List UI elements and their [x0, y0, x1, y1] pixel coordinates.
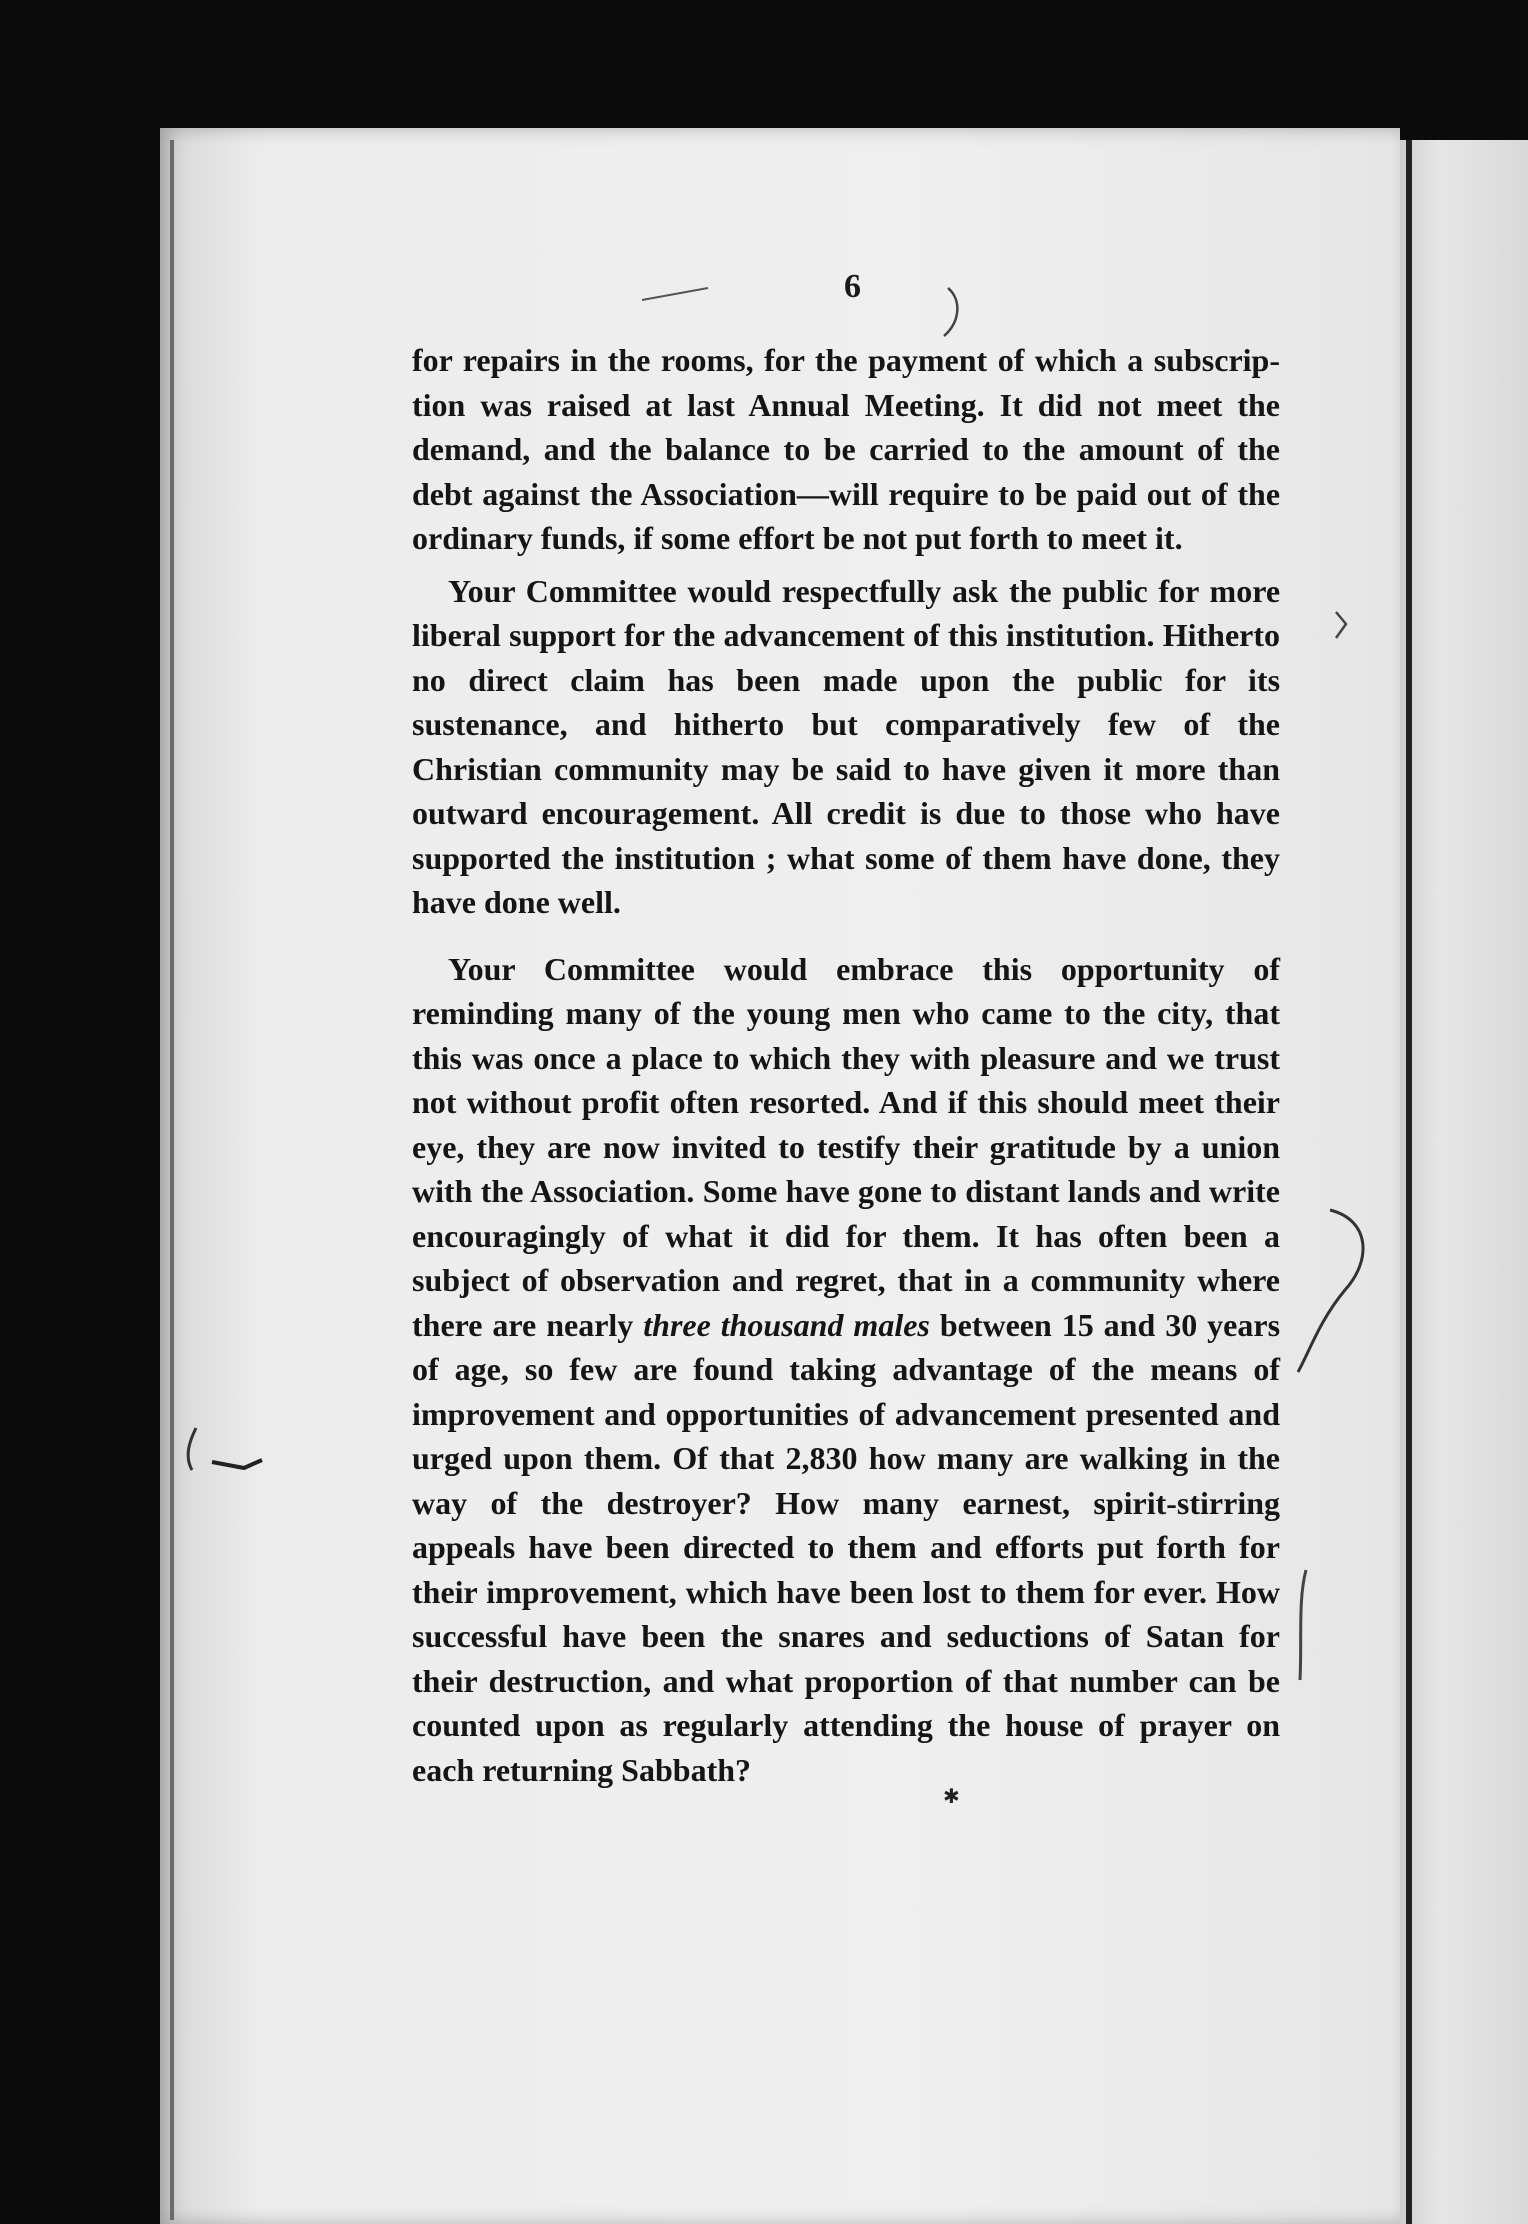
page-left-edge	[170, 140, 174, 2220]
line: more liberal support for the advancement of this institution.	[412, 572, 1281, 653]
line: Your Committee would respectfully ask the public for	[448, 572, 1199, 609]
paragraph-3-text-b: between 15 and 30 years of age, so few are found taking advantage of the means of improvement and opportunities of advancement presented and urged upon them. Of that 2,830 how many are walking in the way of the destroyer? How many earnest, spirit-stirring appeals have been directed to them and efforts put forth for their improvement, which have been lost to them for ever. How successful have been the snares and seductions of Satan for their destruction, and what proportion of that number can be counted upon as regularly attending the house of prayer on each returning Sabbath?	[412, 1306, 1281, 1788]
line: supported the institution ; what some of them have done, they	[412, 839, 1280, 876]
emphasized-phrase: three thousand males	[643, 1306, 930, 1343]
paragraph-2	[412, 569, 1280, 925]
page-gutter	[1406, 140, 1412, 2224]
line: demand, and the balance to be carried to the amount of the	[412, 431, 1280, 467]
line: for repairs in the rooms, for the payment of which a subscrip-	[412, 342, 1280, 378]
end-ornament: ✱	[943, 1786, 960, 1808]
paragraph-1	[412, 338, 1280, 561]
line: the ordinary funds, if some effort be not put forth to meet it.	[412, 475, 1281, 556]
line: outward encouragement. All credit is due to those who have	[412, 795, 1280, 831]
line: tion was raised at last Annual Meeting. It did not meet the	[412, 386, 1280, 423]
paragraph-3	[412, 947, 1280, 1793]
paragraph-3-text-a: Your Committee would embrace this opportunity of reminding many of the young men who came to the city, that this was once a place to which they with pleasure and we trust not without profit often resorted. And if this should meet their eye, they are now invited to testify their gratitude by a union with the Association. Some have gone to distant lands and write encouragingly of what it did for them. It has often been a subject of observation and regret, that in a community where there are nearly	[412, 950, 1280, 1343]
line: Hitherto no direct claim has been made upon the public for	[412, 617, 1281, 698]
page-number: 6	[844, 268, 861, 305]
line: debt against the Association—will require to be paid out of	[412, 475, 1228, 512]
line: Christian community may be said to have given it more than	[412, 750, 1280, 787]
line: its sustenance, and hitherto but comparatively few of the	[412, 661, 1281, 742]
body-text	[412, 338, 1280, 1792]
facing-page-edge	[1400, 140, 1528, 2224]
line: have done well.	[412, 884, 621, 920]
